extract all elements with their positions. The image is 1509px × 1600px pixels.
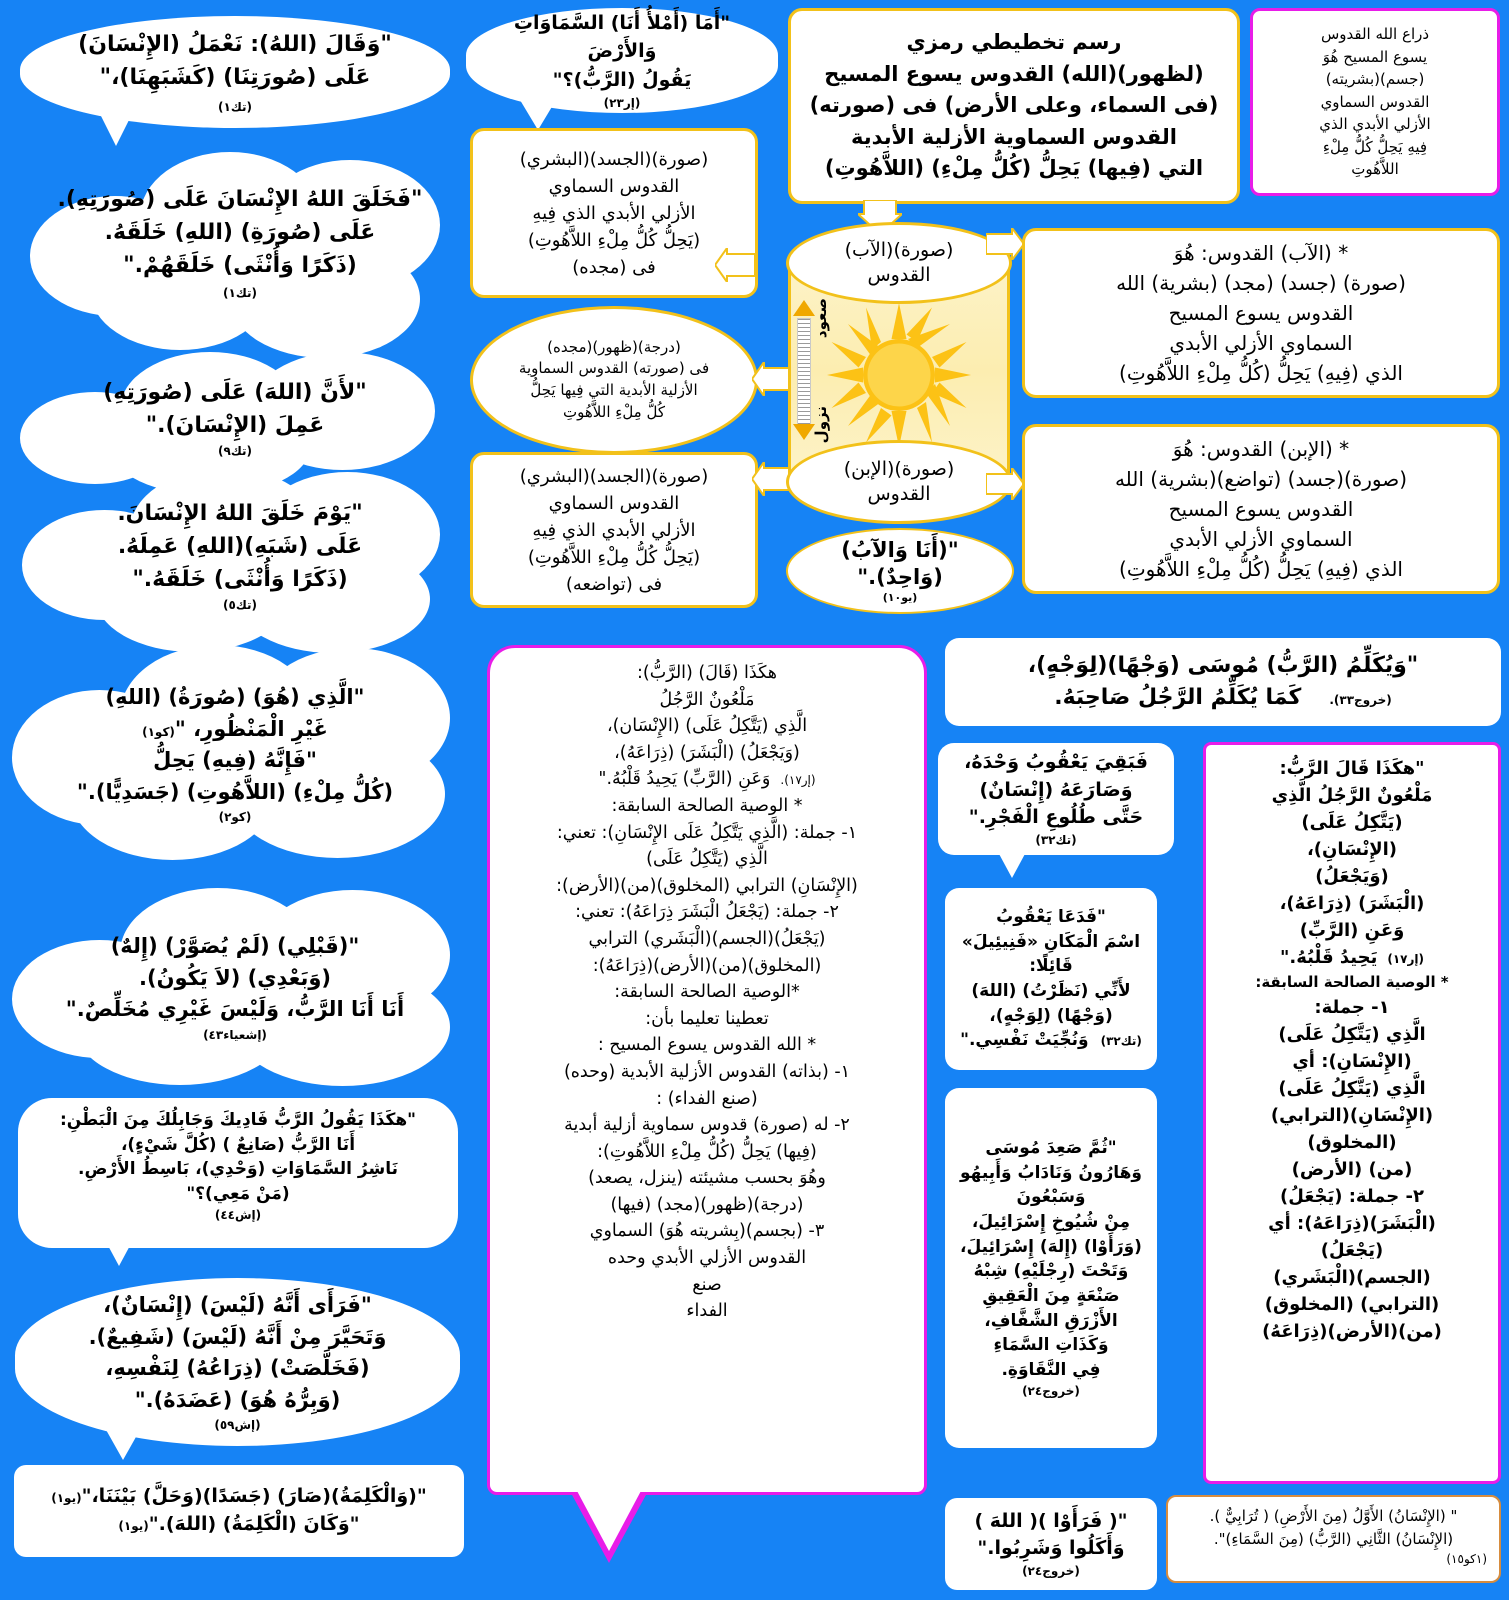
- jeremiah17-cursed-man-right-panel: [1203, 742, 1501, 1484]
- jeremiah17-cursed-man-panel: [487, 645, 927, 1495]
- bubble-tail: [998, 852, 1026, 878]
- panel-line: (وَيَجْعَلُ): [1315, 866, 1389, 887]
- cloud-line-with-ref: [28, 1483, 450, 1511]
- panel-line: (يَجْعَلُ)(الجسم)(الْبَشَري) الترابي: [588, 928, 826, 949]
- cloud-line: عَلَى (صُورَةِ) (اللهِ) خَلَقَهُ.: [104, 220, 376, 245]
- title-line: رسم تخطيطي رمزي: [906, 30, 1122, 55]
- cloud-tail: [98, 110, 134, 146]
- box-line: (يَحِلُّ كُلُّ مِلْءِ اللاَّهُوتِ): [527, 546, 701, 568]
- panel-line: (من)(الأرض)(ذِرَاعَهُ): [1262, 1320, 1442, 1342]
- box-line: * (الإبن) القدوس: هُوَ: [1172, 437, 1350, 461]
- box-line: (يَحِلُّ كُلُّ مِلْءِ اللاَّهُوتِ): [527, 229, 701, 251]
- cloud-line: "يَوْمَ خَلَقَ اللهُ الإِنْسَانَ.: [117, 501, 363, 526]
- bubble-line: "ثُمَّ صَعِدَ مُوسَى: [985, 1138, 1117, 1159]
- panel-line: ٢- جملة: (يَجْعَلُ الْبَشَرَ ذِرَاعَهُ): تعني:: [575, 902, 839, 923]
- bubble-line: وَتَحْتَ (رِجْلَيْهِ) شِبْهُ: [973, 1261, 1129, 1282]
- panel-line: (الْبَشَرَ)(ذِرَاعَهُ): أي: [1268, 1212, 1436, 1234]
- cloud-line: "فَرَأَى أَنَّهُ (لَيْسَ) (إِنْسَانٌ)،: [103, 1293, 372, 1317]
- note-line: الأزلي الأبدي الذي: [1319, 115, 1431, 134]
- verse-ref: (إشعياء٤٣): [203, 1027, 267, 1042]
- box-line: (صورة)(جسد) (تواضع)(بشرية) الله: [1114, 467, 1408, 491]
- cloud-isa59-arm: [15, 1278, 460, 1446]
- box-line: " (الإِنْسَانُ) الأَوَّلُ (مِنَ الأَرْضِ) ( تُرَابِيٌّ ).: [1209, 1507, 1458, 1525]
- panel-line: الَّذِي (يَتَّكِلُ عَلَى) (الإِنْسَان)،: [606, 716, 808, 737]
- cloud-line: عَلَى (شَبَهِ)(اللهِ) عَمِلَهُ.: [117, 534, 363, 559]
- arrow-left-icon: [986, 228, 1024, 264]
- panel-line: وهُوَ بحسب مشيئته (ينزل، يصعد): [588, 1168, 826, 1189]
- cloud-col-image-invisible: [15, 648, 455, 860]
- title-line: القدوس السماوية الأزلية الأبدية: [851, 124, 1177, 149]
- verse-ref: (خروج٢٤): [1022, 1383, 1080, 1398]
- jer23-fill-heaven-earth: [466, 8, 778, 113]
- panel-line: الفداء: [686, 1301, 728, 1322]
- title-line: (لظهور)(الله) القدوس يسوع المسيح: [824, 61, 1204, 86]
- verse-ref: (تك٩): [218, 443, 252, 458]
- verse-ref: (كو٢): [218, 810, 252, 824]
- line-with-ref: [1218, 944, 1486, 971]
- panel-line: (من) (الأرض): [1291, 1158, 1413, 1180]
- panel-line: ٢- جملة: (يَجْعَلُ): [1280, 1185, 1424, 1207]
- panel-line: تعطينا تعليما بأن:: [645, 1008, 769, 1029]
- cloud-tail: [520, 100, 556, 130]
- cloud-line: "أَمَا (أَمْلأُ أَنَا) السَّمَاوَاتِ وَالأَرْضَ: [513, 11, 731, 63]
- cloud-line: "هكَذَا يَقُولُ الرَّبُّ فَادِيكَ وَجَابِلُكَ مِنَ الْبَطْنِ:: [59, 1110, 417, 1130]
- sun-icon: [816, 300, 982, 450]
- box-line: الذي (فِيهِ) يَحِلُّ (كُلُّ مِلْءِ اللاَّهُوتِ): [1119, 557, 1403, 581]
- title-line: (فى السماء، وعلى الأرض) فى (صورته): [809, 93, 1219, 118]
- panel-line: (الترابي) (المخلوق): [1264, 1293, 1440, 1315]
- bubble-line: وَصَارَعَهُ (إِنْسَانٌ): [979, 778, 1133, 801]
- cloud-gen1-make-man: [20, 16, 450, 128]
- exodus33-face-to-face: [945, 638, 1501, 726]
- bubble-line: وَسَبْعُونَ: [1016, 1187, 1086, 1208]
- cloud-tail: [105, 1428, 141, 1460]
- cloud-gen9-image: [20, 355, 450, 480]
- panel-line: ١- جملة: (الَّذِي يَتَّكِلُ عَلَى الإِنْسَانِ): تعني:: [556, 822, 858, 843]
- box-father-holy: [1022, 228, 1500, 398]
- box-line: السماوي الأزلي الأبدي: [1169, 331, 1353, 355]
- note-line: اللاَّهُوتِ: [1351, 160, 1399, 179]
- bubble-line: قَائِلًا:: [1029, 956, 1073, 977]
- line-with-ref: [959, 1028, 1143, 1053]
- verse-ref: (يو١): [51, 1491, 82, 1506]
- cloud-isa44-maker: [18, 1098, 458, 1248]
- verse-ref: (إش٥٩): [214, 1418, 261, 1432]
- panel-line: وَعَنِ (الرَّبِّ) يَحِيدُ قَلْبُهُ.": [598, 769, 771, 790]
- box-line: الأزلي الأبدي الذي فِيهِ: [532, 519, 696, 541]
- cloud-line: يَقُولُ (الرَّبُّ)؟": [552, 68, 692, 91]
- panel-line: "هكَذَا قَالَ الرَّبُّ:: [1279, 758, 1425, 779]
- bubble-line: وَكَذَاتِ السَّمَاءِ: [993, 1335, 1109, 1356]
- panel-line: (درجة)(ظهور)(مجد) (فيها): [610, 1194, 804, 1215]
- panel-line: ١- (بذاته) القدوس الأزلية الأبدية (وحده): [563, 1061, 851, 1082]
- verse-ref: (تك٣٢): [1035, 832, 1077, 847]
- cloud-gen1-created-image: [25, 150, 455, 335]
- cloud-isa43-no-god: [15, 890, 455, 1085]
- box-line: القدوس السماوي: [548, 175, 680, 197]
- panel-line: مَلْعُونٌ الرَّجُلُ: [659, 689, 755, 710]
- cloud-line: (كُلُّ مِلْءِ) (اللاَّهُوتِ) (جَسَدِيًّا).": [76, 779, 394, 804]
- cloud-line: (فَخَلَّصَتْ) (ذِرَاعُهُ) لِنَفْسِهِ،: [105, 1356, 370, 1380]
- bubble-line: "( فَرَأَوْا )( اللهَ ): [974, 1509, 1128, 1532]
- cloud-line: (وَبِرُّهُ هُوَ) (عَضَدَهُ).": [134, 1387, 341, 1412]
- verse-ref: (خروج٢٤): [1022, 1563, 1080, 1578]
- ellipse-line: (صورة)(الإبن): [843, 458, 955, 481]
- john10-i-and-father-one: [786, 528, 1014, 614]
- verse-ref: (خروج٣٣).: [1329, 693, 1392, 707]
- cloud-line: "(قَبْلِي) (لَمْ يُصَوَّرْ) (إِلهٌ): [110, 934, 360, 959]
- ellipse-line: القدوس: [867, 483, 931, 505]
- cloud-line-with-ref: [28, 1511, 450, 1539]
- verse-ref: (إر١٧).: [780, 773, 816, 788]
- box-line: (صورة)(الجسد)(البشري): [519, 148, 709, 170]
- top-right-note: [1250, 8, 1500, 196]
- verse-ref: (كو١): [142, 724, 175, 739]
- verse-ref: (تك١): [218, 100, 252, 114]
- panel-line: مَلْعُونٌ الرَّجُلُ الَّذِي: [1271, 785, 1433, 806]
- bubble-line: "فَدَعَا يَعْقُوبُ: [996, 907, 1106, 928]
- bubble-tail: [105, 1240, 133, 1266]
- line-with-ref: [506, 766, 908, 793]
- cloud-line: "لأَنَّ (اللهَ) عَلَى (صُورَتِهِ): [103, 379, 367, 405]
- panel-line: (فِيها) يَحِلُّ (كُلُّ مِلْءِ اللاَّهُوتِ):: [597, 1141, 817, 1162]
- title-box: [788, 8, 1240, 204]
- arrow-right-icon: [752, 362, 792, 400]
- bubble-line: الأَزْرَقِ الشَّفَّافِ،: [984, 1310, 1118, 1331]
- box-line: السماوي الأزلي الأبدي: [1169, 527, 1353, 551]
- verse-ref: (يو١): [118, 1519, 149, 1533]
- bubble-line: "(أَنَا وَالآبُ): [841, 537, 959, 562]
- cloud-line: (مَنْ مَعِي)؟": [186, 1183, 290, 1204]
- box-son-holy: [1022, 424, 1500, 594]
- bubble-line: وَهَارُونُ وَنَادَابُ وَأَبِيهُو: [959, 1162, 1142, 1183]
- panel-line: (صنع الفداء) :: [656, 1088, 758, 1109]
- note-line: (جسم)(بشريته): [1325, 70, 1425, 89]
- box-line: (صورة)(الجسد)(البشري): [519, 465, 709, 487]
- cylinder-top-ellipse: [786, 222, 1012, 304]
- panel-line: (المخلوق)(من)(الأرض)(ذِرَاعَهُ):: [592, 955, 822, 976]
- bubble-line: فِي النَّقَاوَةِ.: [1001, 1359, 1101, 1380]
- cloud-line: نَاشِرُ السَّمَاوَاتِ (وَحْدِي)، بَاسِطُ الأَرْضِ.: [77, 1159, 398, 1180]
- bubble-line: مِنْ شُيُوخِ إِسْرَائِيلَ،: [971, 1212, 1131, 1233]
- bubble-line: فَبَقِيَ يَعْقُوبُ وَحْدَهُ،: [964, 750, 1148, 773]
- cloud-line: وَتَحَيَّرَ مِنْ أَنَّهُ (لَيْسَ) (شَفِيعٌ).: [88, 1324, 387, 1349]
- exodus24-saw-ate-drank: [945, 1498, 1157, 1590]
- gen32-jacob-wrestled: [938, 743, 1174, 855]
- panel-line: ١- جملة:: [1314, 996, 1390, 1018]
- cloud-line: عَلَى (صُورَتِنَا) (كَشَبَهِنَا)،": [99, 65, 371, 90]
- verse-ref: (تك٣٢): [1100, 1034, 1142, 1049]
- box-line: القدوس يسوع المسيح: [1168, 497, 1354, 521]
- box-line: (الإِنْسَانُ) الثَّانِي (الرَّبُّ) (مِنَ السَّمَاءِ)".: [1213, 1529, 1454, 1548]
- cloud-line: أَنَا أَنَا الرَّبُّ، وَلَيْسَ غَيْرِي مُخَلِّصٌ.": [65, 997, 405, 1022]
- box-line: "وَيُكَلِّمُ (الرَّبُّ) مُوسَى (وَجْهًا)(لِوَجْهٍ)،: [1027, 653, 1419, 679]
- note-line: ذراع الله القدوس: [1320, 25, 1430, 44]
- box-line: الأزلي الأبدي الذي فِيهِ: [532, 202, 696, 224]
- panel-line: (الإِنْسَانِ)(الترابي): [1270, 1104, 1434, 1126]
- bubble-line: (وَاحِدٌ).": [857, 564, 943, 589]
- panel-line: (الْبَشَرَ) (ذِرَاعَهُ)،: [1279, 893, 1425, 914]
- panel-line: وَعَنِ (الرَّبِّ): [1299, 920, 1405, 941]
- note-line: القدوس السماوي: [1320, 92, 1430, 111]
- box-line: فى (تواضعه): [565, 573, 663, 595]
- bubble-line: صَنْعَةٍ مِنَ الْعَقِيقِ: [982, 1285, 1120, 1306]
- panel-line: (الإِنْسَانِ)،: [1306, 839, 1398, 860]
- cloud-line: عَمِلَ (الإِنْسَانَ).": [145, 412, 325, 438]
- verse-ref: (١كو١٥): [1446, 1552, 1487, 1566]
- panel-line: القدوس الأزلي الأبدي وحده: [607, 1248, 807, 1269]
- word-became-flesh: [14, 1465, 464, 1557]
- cloud-line: "وَكَانَ (الْكَلِمَةُ) (اللهَ).": [148, 1513, 360, 1535]
- panel-line: * الوصية الصالحة السابقة:: [611, 795, 803, 816]
- cloud-line: (وَبَعْدِي) (لاَ يَكُونُ).: [139, 965, 331, 990]
- cloud-line: "فَخَلَقَ اللهُ الإِنْسَانَ عَلَى (صُورَتِهِ).: [57, 187, 423, 212]
- corinthians15-first-second-man: [1166, 1495, 1501, 1583]
- cylinder-bottom-ellipse: [786, 440, 1012, 524]
- panel-line: (الإِنْسَانِ) الترابي (المخلوق)(من)(الأرض):: [556, 875, 858, 896]
- bubble-line: وَأَكَلُوا وَشَرِبُوا.": [977, 1537, 1125, 1560]
- panel-line: *الوصية الصالحة السابقة:: [614, 982, 800, 1003]
- bubble-line: لأَنِّي (نَظَرْتُ) (اللهَ): [971, 981, 1131, 1001]
- panel-line: صنع: [692, 1274, 722, 1295]
- note-line: يسوع المسيح هُوَ: [1322, 47, 1428, 66]
- ascend-label: صعود: [812, 298, 830, 339]
- cloud-line: "فَإِنَّهُ (فِيهِ) يَحِلُّ: [153, 748, 317, 772]
- box-humility-form: [470, 452, 758, 608]
- box-line: فى (مجده): [572, 256, 656, 278]
- verse-ref: (إر٢٣): [603, 96, 641, 111]
- verse-ref: (إش٤٤): [214, 1207, 262, 1222]
- panel-line: (المخلوق): [1307, 1131, 1397, 1153]
- panel-line: (الجسم)(الْبَشَري): [1273, 1266, 1431, 1288]
- box-line: كَمَا يُكَلِّمُ الرَّجُلُ صَاحِبَهُ.: [1054, 685, 1302, 710]
- box-line: القدوس السماوي: [548, 492, 680, 514]
- cloud-line: (ذَكَرًا وَأُنْثَى) خَلَقَهُ.": [132, 567, 348, 592]
- bubble-line: (وَجْهًا) (لِوَجْهٍ)،: [989, 1005, 1113, 1026]
- box-line: كُلُّ مِلْءِ اللاَّهُوتِ: [563, 402, 665, 421]
- box-line: الأزلية الأبدية التي فِيها يَحِلُّ: [530, 381, 698, 399]
- cloud-line: أَنَا الرَّبُّ (صَانِعٌ ) (كُلَّ شَيْءٍ)،: [120, 1134, 356, 1155]
- ellipse-line: القدوس: [867, 264, 931, 286]
- bubble-line: (وَرَأَوْا) (إِلهَ) إِسْرَائِيلَ،: [960, 1236, 1142, 1257]
- panel-line: الَّذِي (يَتَّكِلُ عَلَى): [1278, 1023, 1426, 1045]
- box-line: (صورة) (جسد) (مجد) (بشرية) الله: [1116, 271, 1406, 295]
- note-line: فِيهِ يَحِلُّ كُلُّ مِلْءِ: [1322, 137, 1428, 156]
- panel-line: (يَتَّكِلُ عَلَى): [1301, 812, 1403, 833]
- panel-line: * الوصية الصالحة السابقة:: [1255, 973, 1449, 991]
- panel-line: يَحِيدُ قَلْبُهُ.": [1280, 947, 1378, 968]
- panel-tail-inner: [576, 1489, 642, 1551]
- cloud-gen5-likeness: [25, 468, 455, 643]
- arrow-left-icon: [986, 468, 1024, 504]
- box-line: فى (صورته) القدوس السماوية: [518, 359, 710, 378]
- cloud-line: (ذَكَرًا وَأُنْثَى) خَلَقَهُمْ.": [123, 253, 357, 278]
- panel-line: (الإِنْسَانِ): أي: [1292, 1050, 1412, 1072]
- box-line: * (الآب) القدوس: هُوَ: [1173, 241, 1349, 265]
- panel-line: ٣- (بجسم)(بِشريته هُوَ) السماوي: [589, 1221, 825, 1242]
- panel-line: ٢- له (صورة) قدوس سماوية أزلية أبدية: [564, 1115, 850, 1136]
- cloud-line: "(وَالْكَلِمَةُ)(صَارَ) (جَسَدًا)(وَحَلَّ) بَيْنَنَا،": [81, 1485, 427, 1508]
- line-with-ref: [959, 682, 1487, 714]
- verse-ref: (يو١٠): [882, 591, 918, 605]
- panel-line: الَّذِي (يَتَّكِلُ عَلَى): [646, 849, 768, 870]
- bubble-line: حَتَّى طُلُوعِ الْفَجْرِ.": [968, 806, 1144, 829]
- verse-ref: (إر١٧): [1387, 952, 1425, 966]
- box-line: (درجة)(ظهور)(مجده): [547, 337, 681, 356]
- title-line: التي (فِيها) يَحِلُّ (كُلُّ مِلْءِ) (اللاَّهُوتِ): [824, 156, 1204, 181]
- bubble-line: اسْمَ الْمَكَانِ «فَنِيئِيلَ»: [961, 931, 1141, 952]
- exodus24-saw-god-of-israel: [945, 1088, 1157, 1448]
- cloud-line: "الَّذِي (هُوَ) (صُورَةُ) (اللهِ): [105, 685, 365, 709]
- box-line: الذي (فِيهِ) يَحِلُّ (كُلُّ مِلْءِ اللاَّهُوتِ): [1119, 361, 1403, 385]
- panel-line: الَّذِي (يَتَّكِلُ عَلَى): [1278, 1077, 1426, 1099]
- verse-ref: (تك٥): [223, 598, 257, 612]
- gen32-peniel: [945, 888, 1157, 1070]
- bubble-line: وَنُجِّيَتْ نَفْسِي.": [960, 1030, 1089, 1051]
- box-line: القدوس يسوع المسيح: [1168, 301, 1354, 325]
- verse-ref: (تك١): [223, 286, 257, 300]
- vertical-scale: [797, 318, 811, 426]
- descend-label: نزول: [812, 406, 830, 444]
- ellipse-degree-appearance: [470, 306, 758, 454]
- panel-line: (يَجْعَلُ): [1320, 1239, 1384, 1261]
- cloud-line: "وَقَالَ (اللهُ): نَعْمَلُ (الإِنْسَانَ): [78, 32, 392, 57]
- cloud-line: غَيْرِ الْمَنْظُورِ، ": [174, 716, 328, 741]
- panel-line: (وَيَجْعَلُ) (الْبَشَرَ) (ذِرَاعَهُ)،: [614, 742, 800, 763]
- panel-line: هكَذَا (قَالَ) (الرَّبُّ):: [636, 663, 777, 683]
- ellipse-line: (صورة)(الآب): [844, 239, 954, 262]
- cloud-line-with-ref: [37, 714, 433, 746]
- panel-line: * الله القدوس يسوع المسيح :: [597, 1035, 817, 1056]
